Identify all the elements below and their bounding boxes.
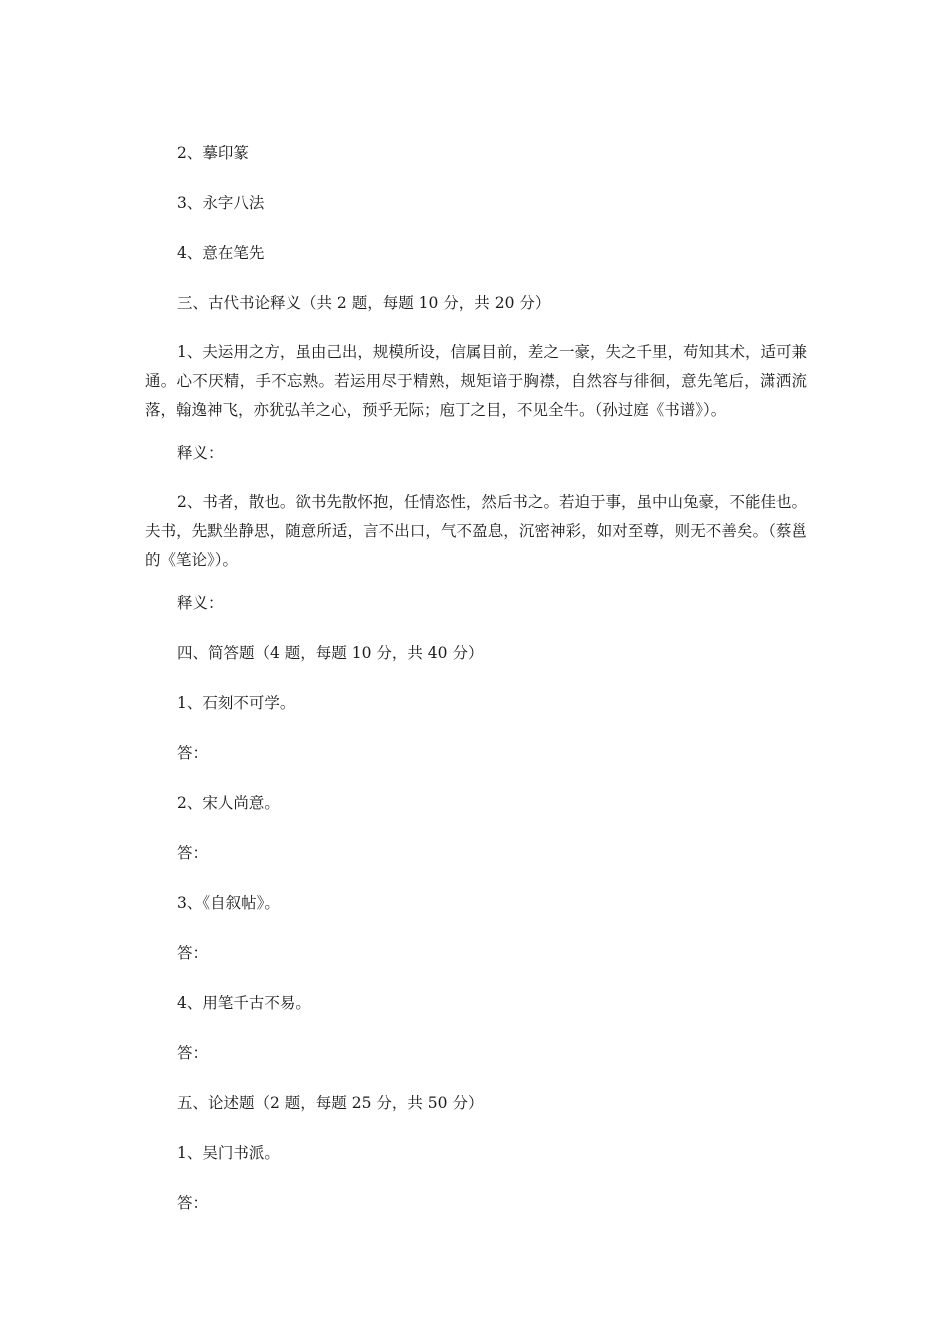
section-4-answer-label-3: 答： bbox=[177, 944, 209, 962]
section-3-question-1: 1、夫运用之方，虽由己出，规模所设，信属目前，差之一豪，失之千里，苟知其术，适可兼通。心不厌精，手不忘熟。若运用尽于精熟，规矩谙于胸襟，自然容与徘徊，意先笔后，潇洒流落，翰逸神飞，亦犹弘羊之心，预乎无际；庖丁之目，不见全牛。（孙过庭《书谱》）。 bbox=[145, 343, 807, 419]
section-5-question-1: 1、吴门书派。 bbox=[177, 1144, 280, 1162]
term-item-4: 4、意在笔先 bbox=[177, 244, 265, 262]
term-item-2: 2、摹印篆 bbox=[177, 144, 249, 162]
section-4-question-2: 2、宋人尚意。 bbox=[177, 794, 280, 812]
section-4-question-4: 4、用笔千古不易。 bbox=[177, 994, 311, 1012]
section-5-answer-label-1: 答： bbox=[177, 1194, 209, 1212]
section-4-question-3: 3、《自叙帖》。 bbox=[177, 894, 280, 912]
term-item-3: 3、永字八法 bbox=[177, 194, 265, 212]
section-3-question-2: 2、书者，散也。欲书先散怀抱，任情恣性，然后书之。若迫于事，虽中山兔豪，不能佳也。夫书，先默坐静思，随意所适，言不出口，气不盈息，沉密神彩，如对至尊，则无不善矣。（蔡邕的《笔论》）。 bbox=[145, 493, 807, 569]
section-3-answer-label-1: 释义： bbox=[177, 444, 224, 462]
section-3-heading: 三、古代书论释义（共 2 题，每题 10 分，共 20 分） bbox=[177, 294, 551, 312]
section-4-heading: 四、简答题（4 题，每题 10 分，共 40 分） bbox=[177, 644, 484, 662]
section-4-question-1: 1、石刻不可学。 bbox=[177, 694, 296, 712]
section-3-answer-label-2: 释义： bbox=[177, 594, 224, 612]
section-4-answer-label-2: 答： bbox=[177, 844, 209, 862]
section-4-answer-label-1: 答： bbox=[177, 744, 209, 762]
section-4-answer-label-4: 答： bbox=[177, 1044, 209, 1062]
section-5-heading: 五、论述题（2 题，每题 25 分，共 50 分） bbox=[177, 1094, 484, 1112]
